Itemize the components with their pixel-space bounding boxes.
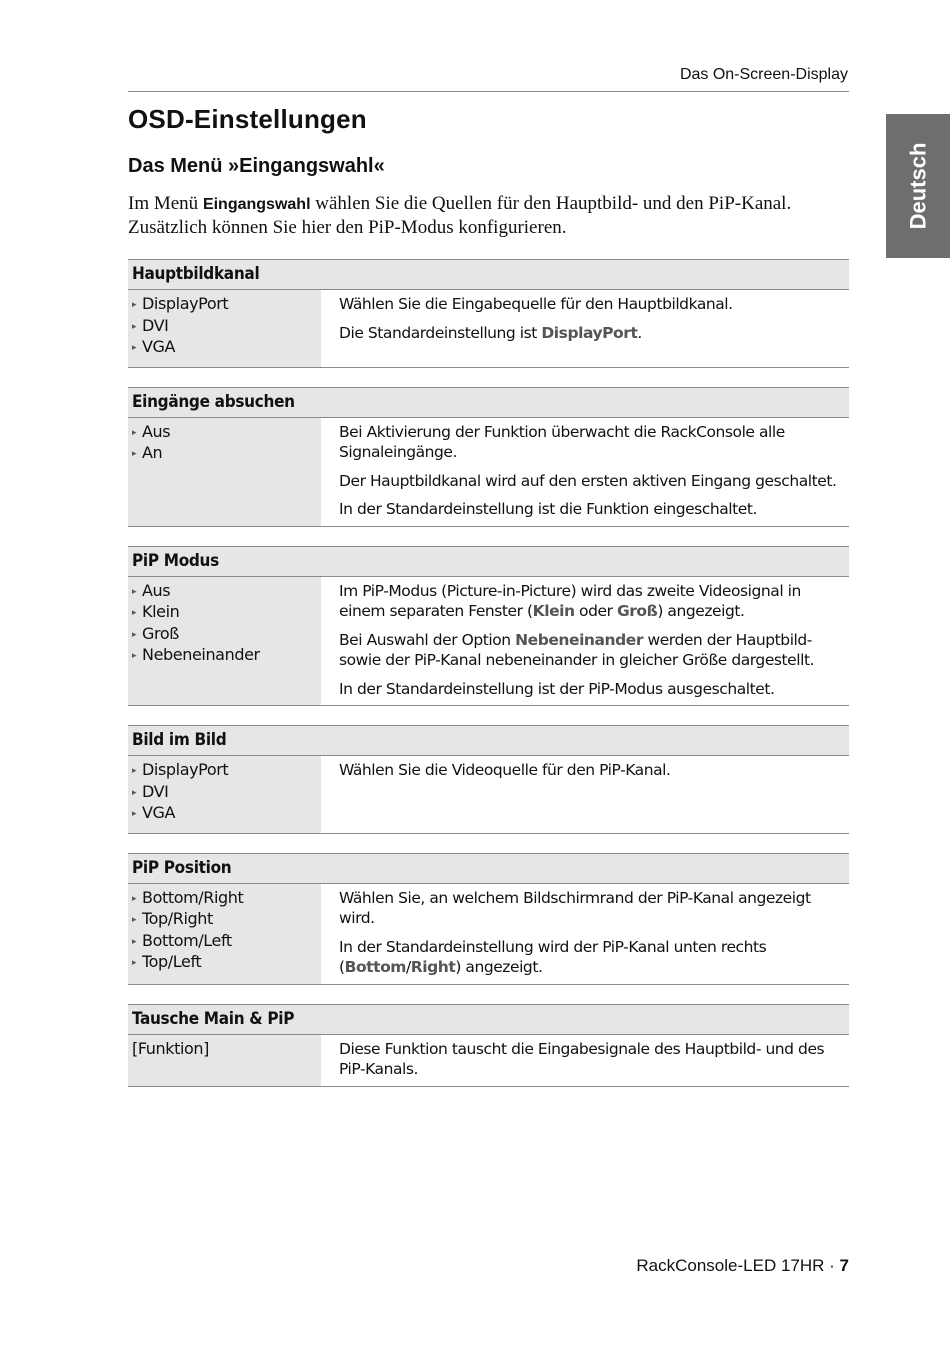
triangle-bullet-icon: ▸ <box>132 629 137 640</box>
language-tab <box>886 114 950 258</box>
highlighted-term: Klein <box>532 602 575 620</box>
description-text: oder <box>574 602 617 620</box>
option-label: DVI <box>142 315 169 335</box>
highlighted-term: Groß <box>616 602 658 620</box>
section-body <box>128 1035 849 1087</box>
description-paragraph <box>339 888 839 929</box>
description-text: Wählen Sie, an welchem Bildschirmrand der PiP-Kanal angezeigt wird. <box>339 888 811 927</box>
triangle-bullet-icon: ▸ <box>132 766 137 776</box>
footer-product: RackConsole-LED 17HR · <box>636 1256 840 1275</box>
option-label: VGA <box>142 803 176 822</box>
option-label: Groß <box>142 623 179 643</box>
description-text: Wählen Sie die Videoquelle für den PiP-Kanal. <box>339 761 671 779</box>
option-item <box>132 624 321 646</box>
section-subtitle: Das Menü »Eingangswahl« <box>128 155 385 177</box>
triangle-bullet-icon: ▸ <box>132 893 137 904</box>
description-text: Der Hauptbildkanal wird auf den ersten aktiven Eingang geschaltet. <box>339 471 837 490</box>
highlighted-term: Nebeneinander <box>515 630 644 649</box>
description-paragraph <box>339 294 839 315</box>
section-body <box>128 884 849 985</box>
intro-keyword: Eingangswahl <box>202 196 311 213</box>
description-paragraph <box>339 630 839 671</box>
option-item <box>132 316 321 338</box>
description-text: Wählen Sie die Eingabequelle für den Hauptbildkanal. <box>339 295 733 313</box>
option-list <box>128 577 321 706</box>
description-text: werden der Hauptbild- sowie der PiP-Kanal nebeneinander in gleicher Größe dargestellt. <box>339 630 815 669</box>
header-divider <box>128 91 849 92</box>
intro-paragraph <box>128 192 849 239</box>
settings-section <box>128 387 849 527</box>
option-item: [Funktion] <box>132 1038 210 1058</box>
option-item <box>132 443 321 465</box>
option-item <box>132 294 321 316</box>
description-text: Bei Auswahl der Option <box>339 630 516 649</box>
description-paragraph <box>339 422 839 463</box>
highlighted-term: DisplayPort <box>541 323 638 342</box>
option-item <box>132 645 321 667</box>
triangle-bullet-icon: ▸ <box>132 608 137 618</box>
option-label: Aus <box>142 421 171 441</box>
option-label: DisplayPort <box>142 294 229 313</box>
option-item <box>132 782 321 804</box>
description-paragraph <box>339 679 839 700</box>
option-label: Bottom/Right <box>142 887 244 907</box>
option-list <box>128 756 321 833</box>
triangle-bullet-icon: ▸ <box>132 915 137 925</box>
option-label: Top/Left <box>142 952 202 971</box>
option-label: Klein <box>142 602 180 621</box>
option-label: An <box>142 443 163 462</box>
triangle-bullet-icon: ▸ <box>132 300 137 310</box>
triangle-bullet-icon: ▸ <box>132 586 137 597</box>
triangle-bullet-icon: ▸ <box>132 936 137 947</box>
section-heading: PiP Modus <box>128 546 849 577</box>
description-text: Im PiP-Modus (Picture-in-Picture) wird das zweite Videosignal in einem separaten Fenster ( <box>339 581 801 620</box>
running-header: Das On-Screen-Display <box>679 66 848 83</box>
intro-text-end: wählen Sie die Quellen für den Hauptbild- und den PiP-Kanal. Zusätzlich können Sie hier den PiP-Modus konfigurieren. <box>128 193 792 238</box>
option-item <box>132 422 321 444</box>
section-body <box>128 290 849 368</box>
section-body <box>128 577 849 707</box>
option-description <box>321 1035 849 1086</box>
option-item <box>132 602 321 624</box>
description-paragraph <box>339 323 839 344</box>
option-label: Aus <box>142 580 171 600</box>
option-description <box>321 884 849 984</box>
option-item <box>132 909 321 931</box>
option-description <box>321 290 849 367</box>
description-paragraph <box>339 937 839 978</box>
triangle-bullet-icon: ▸ <box>132 958 137 968</box>
page-number: 7 <box>839 1256 849 1275</box>
highlighted-term: Right <box>410 958 456 976</box>
triangle-bullet-icon: ▸ <box>132 809 137 819</box>
section-heading: Hauptbildkanal <box>128 259 849 290</box>
option-description <box>321 577 849 706</box>
description-text: In der Standardeinstellung wird der PiP-Kanal unten rechts ( <box>339 937 767 976</box>
option-item <box>132 337 321 359</box>
option-item <box>132 760 321 782</box>
settings-section <box>128 725 849 834</box>
triangle-bullet-icon: ▸ <box>132 787 137 798</box>
settings-tables <box>128 259 849 1087</box>
description-paragraph <box>339 581 839 622</box>
triangle-bullet-icon: ▸ <box>132 343 137 353</box>
description-text: ) angezeigt. <box>657 602 745 620</box>
option-item <box>132 581 321 603</box>
description-text: ) angezeigt. <box>455 958 543 976</box>
triangle-bullet-icon: ▸ <box>132 651 137 661</box>
option-item <box>132 803 321 825</box>
option-item <box>132 952 321 974</box>
intro-text-start: Im Menü <box>128 193 203 214</box>
settings-section <box>128 853 849 985</box>
option-label: DVI <box>142 781 169 801</box>
triangle-bullet-icon: ▸ <box>132 449 137 459</box>
description-text: Bei Aktivierung der Funktion überwacht die RackConsole alle Signaleingänge. <box>339 422 785 461</box>
description-paragraph <box>339 471 839 492</box>
option-label: Nebeneinander <box>142 645 260 664</box>
option-list <box>128 290 321 367</box>
description-paragraph <box>339 499 839 520</box>
page-title: OSD-Einstellungen <box>128 104 367 134</box>
option-list <box>128 884 321 984</box>
section-heading: Bild im Bild <box>128 725 849 756</box>
language-tab-label: Deutsch <box>905 142 931 230</box>
settings-section <box>128 546 849 707</box>
description-text: In der Standardeinstellung ist die Funktion eingeschaltet. <box>339 500 757 518</box>
option-item <box>132 888 321 910</box>
option-label: DisplayPort <box>142 760 229 779</box>
description-paragraph <box>339 1039 839 1080</box>
description-text: . <box>637 323 642 342</box>
option-item <box>132 931 321 953</box>
triangle-bullet-icon: ▸ <box>132 427 137 438</box>
option-list <box>128 1035 321 1086</box>
option-label: VGA <box>142 337 176 356</box>
section-heading: Tausche Main & PiP <box>128 1004 849 1035</box>
description-text: / <box>406 958 411 976</box>
settings-section <box>128 1004 849 1087</box>
option-label: Top/Right <box>142 909 213 928</box>
option-description <box>321 418 849 526</box>
settings-section <box>128 259 849 368</box>
section-heading: PiP Position <box>128 853 849 884</box>
page-content <box>128 104 849 1106</box>
triangle-bullet-icon: ▸ <box>132 321 137 332</box>
description-text: Diese Funktion tauscht die Eingabesignale des Hauptbild- und des PiP-Kanals. <box>339 1039 825 1078</box>
section-heading: Eingänge absuchen <box>128 387 849 418</box>
description-text: In der Standardeinstellung ist der PiP-Modus ausgeschaltet. <box>339 679 775 698</box>
page-footer <box>636 1256 849 1276</box>
section-body <box>128 418 849 527</box>
section-body <box>128 756 849 834</box>
highlighted-term: Bottom <box>344 958 406 976</box>
description-text: Die Standardeinstellung ist <box>339 323 542 342</box>
option-label: Bottom/Left <box>142 930 232 950</box>
option-description <box>321 756 849 833</box>
option-list <box>128 418 321 526</box>
description-paragraph <box>339 760 839 781</box>
